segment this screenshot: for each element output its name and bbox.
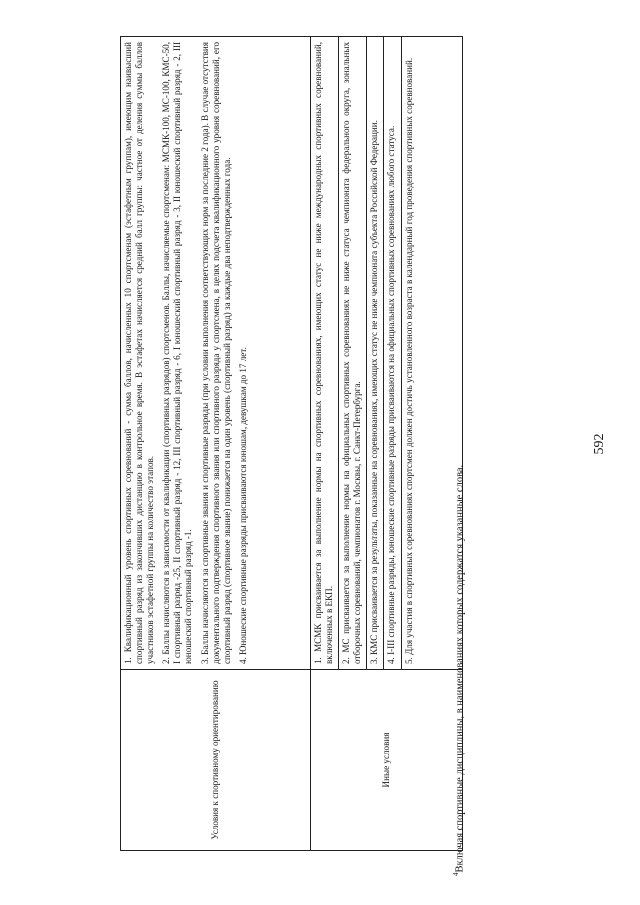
list-item: 4. I-III спортивные разряды, юношеские спортивные разряды присваиваются на официальных спортивных соревнованиях любого статуса. xyxy=(383,37,400,669)
list-item: 1. МСМК присваивается за выполнение нормы на спортивных соревнованиях, имеющих статус не ниже международных спортивных соревнований, включенных в ЕКП. xyxy=(313,42,335,664)
list-item: 2. Баллы начисляются в зависимости от квалификации (спортивных разрядов) спортсменов. Баллы, начисляемые спортсменам: МСМК-100, МС-100, КМС-50, I спортивный разряд -25, II спортивный разряд - 12, III спортивный разряд - 6, I юношеский спортивный разряд - 3, II юношеский спортивный разряд - 2, III юношеский спортивный разряд -1. xyxy=(161,42,194,664)
list-item: 3. КМС присваивается за результаты, показанные на соревнованиях, имеющих статус не ниже чемпионата субъекта Российской Федерации. xyxy=(366,37,383,669)
footnote xyxy=(452,46,466,876)
footnote-text: Включая спортивные дисциплины, в наименованиях которых содержатся указанные слова. xyxy=(454,464,466,873)
row-label-cell: Иные условия xyxy=(311,670,463,851)
row-content-cell xyxy=(121,37,311,670)
list-item: 1. Квалификационный уровень спортивных соревнований - сумма баллов, начисленных 10 спортсменам (эстафетным группам), имеющим наивысший спортивный разряд из закончивших дистанцию в контрольное время. В эстафетах начисляется средний балл группы: частное от деления суммы баллов участников эстафетной группы на количество этапов. xyxy=(123,42,156,664)
list-item: 3. Баллы начисляются за спортивные звания и спортивные разряды (при условии выполнения соответствующих норм за последние 2 года). В случае отсутствия документального подтверждения спортивного звания или спортивного разряда у спортсмена, в целях подсчета квалификационного уровня соревнований, его спортивный разряд (спортивное звание) понижается на один уровень (спортивный разряд) за каждые два неподтвержденных года. xyxy=(199,42,232,664)
rotated-page-content xyxy=(92,36,472,876)
rotated-inner xyxy=(92,36,472,876)
table-row xyxy=(121,37,311,851)
rules-table xyxy=(120,36,463,851)
footnote-marker: 4 xyxy=(452,872,460,876)
table-row xyxy=(311,37,463,851)
row-content-cell xyxy=(311,37,463,670)
list-item: 4. Юношеские спортивные разряды присваиваются юношам, девушкам до 17 лет. xyxy=(237,347,248,664)
list-item: 2. МС присваивается за выполнение нормы на официальных спортивных соревнованиях не ниже статуса чемпионата федерального округа, зональных отборочных соревнований, чемпионатов г. Москвы, г. Санкт-Петербурга. xyxy=(338,37,366,669)
row-label-cell: Условия к спортивному ориентированию xyxy=(121,670,311,851)
page-number: 592 xyxy=(592,433,607,455)
list-item: 5. Для участия в спортивных соревнованиях спортсмен должен достичь установленного возраста в календарный год проведения спортивных соревнований. xyxy=(401,37,418,669)
